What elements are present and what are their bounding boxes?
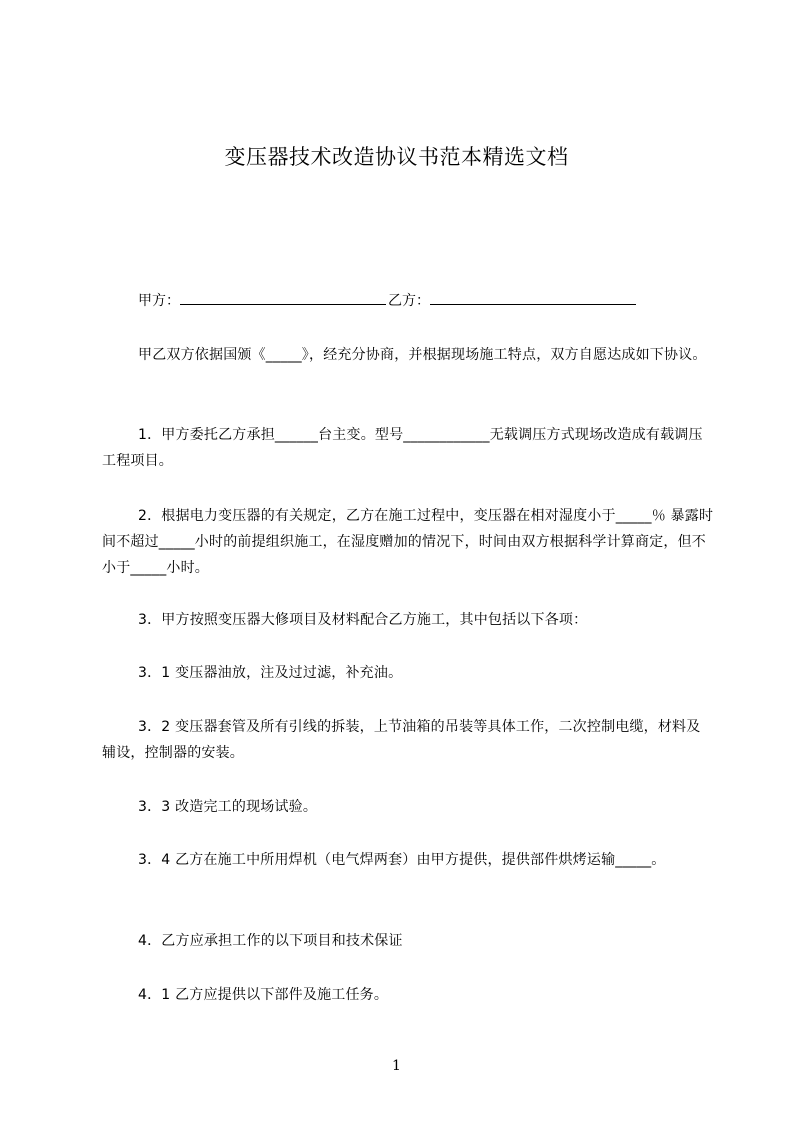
party-a-label: 甲方： — [138, 293, 180, 309]
document-title: 变压器技术改造协议书范本精选文档 — [224, 145, 569, 169]
paragraph-3: 3．甲方按照变压器大修项目及材料配合乙方施工，其中包括以下各项： — [138, 612, 588, 628]
paragraph-intro: 甲乙双方依据国颁《_____》，经充分协商，并根据现场施工特点，双方自愿达成如下协议。 — [138, 347, 707, 363]
paragraph-4-1: 4．1 乙方应提供以下部件及施工任务。 — [138, 987, 389, 1003]
party-b-label: 乙方： — [388, 293, 430, 309]
paragraph-3-3: 3．3 改造完工的现场试验。 — [138, 799, 318, 815]
paragraph-3-1: 3．1 变压器油放，注及过过滤，补充油。 — [138, 665, 403, 681]
page-number: 1 — [392, 1058, 401, 1074]
party-a-blank — [180, 288, 386, 305]
paragraph-3-2: 3．2 变压器套管及所有引线的拆装，上节油箱的吊装等具体工作，二次控制电缆，材料及辅设，控制器的安装。 — [102, 719, 701, 761]
paragraph-4: 4．乙方应承担工作的以下项目和技术保证 — [138, 933, 403, 949]
parties-line — [138, 288, 638, 314]
paragraph-3-4: 3．4 乙方在施工中所用焊机（电气焊两套）由甲方提供，提供部件烘烤运输_____。 — [138, 852, 666, 868]
paragraph-1: 1．甲方委托乙方承担______台主变。型号____________无载调压方式现场改造成有载调压工程项目。 — [102, 427, 703, 469]
party-b-blank — [430, 288, 636, 305]
paragraph-2: 2．根据电力变压器的有关规定，乙方在施工过程中，变压器在相对湿度小于_____％ 暴露时间不超过_____小时的前提组织施工，在湿度赠加的情况下，时间由双方根据科学计算商定，但不小于_____小时。 — [102, 508, 714, 576]
